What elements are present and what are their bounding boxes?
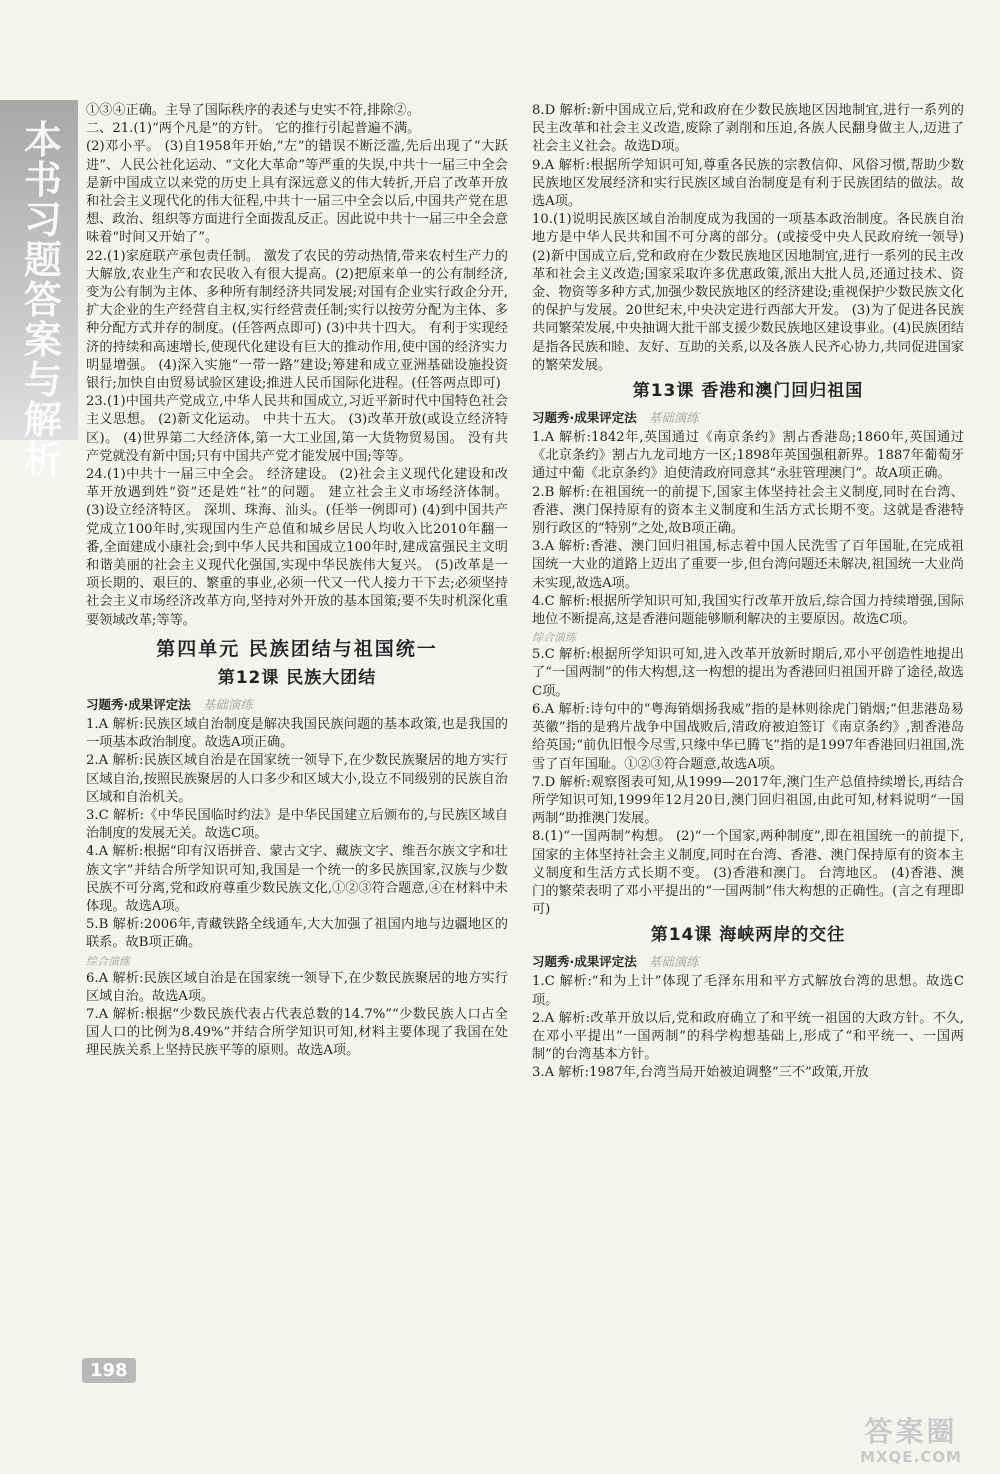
subsection-label: 综合演练 <box>86 954 130 968</box>
answer-paragraph: 7.D 解析:观察图表可知,从1999—2017年,澳门生产总值持续增长,再结合所学知识可知,1999年12月20日,澳门回归祖国,由此可知,材料说明“一国两制”助推澳门发展。 <box>532 774 964 827</box>
section-header <box>86 696 508 714</box>
answer-paragraph: 二、21.(1)“两个凡是”的方针。 它的推行引起普遍不满。 <box>86 121 421 137</box>
answer-paragraph: 24.(1)中共十一届三中全会。 经济建设。 (2)社会主义现代化建设和改革开放遇到姓“资”还是姓“社”的问题。 建立社会主义市场经济体制。 (3)设立经济特区。 深圳、珠海、汕头。(任举一例即可) (4)到中国共产党成立100年时,实现国内生产总值和城乡居民人均收入比2010年翻一番,全面建成小康社会;到中华人民共和国成立100年时,建成富强民主文明和谐美丽的社会主义现代化强国,实现中华民族伟大复兴。 (5)改革是一项长期的、艰巨的、繁重的事业,必须一代又一代人接力干下去;必须坚持社会主义市场经济改革方向,坚持对外开放的基本国策;要不失时机深化重要领域改革;等等。 <box>86 467 508 628</box>
lesson-title: 第12课 民族大团结 <box>217 667 377 688</box>
answer-paragraph: 7.A 解析:根据“少数民族代表占代表总数的14.7%”“少数民族人口占全国人口的比例为8.49%”并结合所学知识可知,材料主要体现了我国在处理民族关系上坚持民族平等的原则。故选A项。 <box>86 1006 508 1059</box>
answer-paragraph: 2.B 解析:在祖国统一的前提下,国家主体坚持社会主义制度,同时在台湾、香港、澳门保持原有的资本主义制度和生活方式长期不变。这就是香港特别行政区的“特别”之处,故B项正确。 <box>532 484 964 537</box>
section-header <box>532 953 964 971</box>
answer-paragraph: 1.C 解析:“和为上计”体现了毛泽东用和平方式解放台湾的思想。故选C项。 <box>532 974 964 1008</box>
watermark <box>836 1416 986 1466</box>
section-header <box>532 409 964 427</box>
answer-paragraph: 10.(1)说明民族区域自治制度成为我国的一项基本政治制度。各民族自治地方是中华人民共和国不可分离的部分。(或接受中央人民政府统一领导) (2)新中国成立后,党和政府在少数民族地区因地制宜,进行一系列的民主改革和社会主义改造;国家采取许多优惠政策,派出大批人员,还通过技术、资金、物资等多种方式,加强少数民族地区的经济建设;重视保护少数民族文化的保护与发展。20世纪末,中央决定进行西部大开发。 (3)为了促进各民族共同繁荣发展,中央抽调大批干部支援少数民族地区建设事业。(4)民族团结是指各民族和睦、友好、互助的关系,以及各族人民齐心协力,共同促进国家的繁荣发展。 <box>532 212 964 373</box>
answer-paragraph: ①③④正确。主导了国际秩序的表述与史实不符,排除②。 <box>86 103 420 118</box>
section-header-label: 习题秀·成果评定法 <box>532 954 637 970</box>
answer-paragraph: 9.A 解析:根据所学知识可知,尊重各民族的宗教信仰、风俗习惯,帮助少数民族地区发展经济和实行民族区域自治制度是有利于民族团结的做法。故选A项。 <box>532 157 964 210</box>
answer-paragraph: 4.C 解析:根据所学知识可知,我国实行改革开放后,综合国力持续增强,国际地位不断提高,这是香港问题能够顺利解决的主要原因。故选C项。 <box>532 593 964 628</box>
section-header-label: 习题秀·成果评定法 <box>532 410 637 426</box>
answer-paragraph: 6.A 解析:诗句中的“粤海销烟扬我威”指的是林则徐虎门销烟;“但悲港岛易英徽”指的是鸦片战争中国战败后,清政府被迫签订《南京条约》,割香港岛给英国;“前仇旧恨今尽雪,只缘中华已腾飞”指的是1997年香港回归祖国,洗雪了百年国耻。①②③符合题意,故选A项。 <box>532 701 964 772</box>
unit-title: 第四单元 民族团结与祖国统一 <box>156 637 438 660</box>
page-number: 198 <box>82 1358 136 1383</box>
answer-paragraph: 22.(1)家庭联产承包责任制。 激发了农民的劳动热情,带来农村生产力的大解放,农业生产和农民收入有很大提高。(2)把原来单一的公有制经济,变为公有制为主体、多种所有制经济共同发展;对国有企业实行政企分开,扩大企业的生产经营自主权,实行经营责任制;实行以按劳分配为主体、多种分配方式并存的制度。(任答两点即可) (3)中共十四大。 有利于实现经济的持续和高速增长,使现代化建设有巨大的推动作用,使中国的经济实力明显增强。 (4)深入实施“一带一路”建设;筹建和成立亚洲基础设施投资银行;加快自由贸易试验区建设;推进人民币国际化进程。(任答两点即可) <box>86 248 508 392</box>
answer-paragraph: 3.C 解析:《中华民国临时约法》是中华民国建立后颁布的,与民族区域自治制度的发展无关。故选C项。 <box>86 807 508 842</box>
section-header-tag: 基础演练 <box>648 410 699 426</box>
answer-paragraph: 3.A 解析:1987年,台湾当局开始被迫调整“三不”政策,开放 <box>532 1065 869 1081</box>
watermark-url: MXQE.COM <box>860 1448 962 1466</box>
answer-paragraph: 8.(1)“一国两制”构想。 (2)“一个国家,两种制度”,即在祖国统一的前提下,国家的主体坚持社会主义制度,同时在台湾、香港、澳门保持原有的资本主义制度和生活方式长期不变。 (3)香港和澳门。 台湾地区。 (4)香港、澳门的繁荣表明了邓小平提出的“一国两制”伟大构想的正确性。(言之有理即可) <box>532 829 964 918</box>
answer-paragraph: 2.A 解析:民族区域自治是在国家统一领导下,在少数民族聚居的地方实行区域自治,按照民族聚居的人口多少和区域大小,设立不同级别的民族自治区域和自治机关。 <box>86 753 508 805</box>
side-tab-title: 本书习题答案与解析 <box>23 118 62 482</box>
section-header-tag: 基础演练 <box>202 696 253 712</box>
answer-paragraph: (2)邓小平。 (3)自1958年开始,“左”的错误不断泛滥,先后出现了“大跃进”、人民公社化运动、“文化大革命”等严重的失误,中共十一届三中全会是新中国成立以来党的历史上具有深远意义的伟大转折,开启了改革开放和社会主义现代化的伟大征程,中共十一届三中全会以后,中国共产党在思想、政治、组织等方面进行全面拨乱反正。因此说中共十一届三中全会意味着“时间又开始了”。 <box>86 139 508 246</box>
section-header-tag: 基础演练 <box>648 954 699 970</box>
watermark-logo-text: 答案圈 <box>864 1415 958 1448</box>
section-header-label: 习题秀·成果评定法 <box>86 696 191 712</box>
lesson-title: 第13课 香港和澳门回归祖国 <box>632 381 864 402</box>
lesson-title: 第14课 海峡两岸的交往 <box>650 925 846 946</box>
right-column <box>532 102 964 1083</box>
answer-paragraph: 8.D 解析:新中国成立后,党和政府在少数民族地区因地制宜,进行一系列的民主改革和社会主义改造,废除了剥削和压迫,各族人民翻身做主人,迈进了社会主义社会。故选D项。 <box>532 103 964 155</box>
answer-paragraph: 1.A 解析:1842年,英国通过《南京条约》割占香港岛;1860年,英国通过《北京条约》割占九龙司地方一区;1898年英国强租新界。1887年葡萄牙通过中葡《北京条约》迫使清政府同意其“永驻管理澳门”。故A项正确。 <box>532 430 964 482</box>
answer-paragraph: 5.B 解析:2006年,青藏铁路全线通车,大大加强了祖国内地与边疆地区的联系。故B项正确。 <box>86 917 508 951</box>
answer-paragraph: 2.A 解析:改革开放以后,党和政府确立了和平统一祖国的大政方针。不久,在邓小平提出“一国两制”的科学构想基础上,形成了“和平统一、一国两制”的台湾基本方针。 <box>532 1010 964 1063</box>
answer-paragraph: 1.A 解析:民族区域自治制度是解决我国民族问题的基本政策,也是我国的一项基本政治制度。故选A项正确。 <box>86 716 508 751</box>
answer-paragraph: 23.(1)中国共产党成立,中华人民共和国成立,习近平新时代中国特色社会主义思想。 (2)新文化运动。 中共十五大。 (3)改革开放(或设立经济特区)。 (4)世界第二大经济体,第一大工业国,第一大货物贸易国。 没有共产党就没有新中国;只有中国共产党才能发展中国;等等。 <box>86 394 508 464</box>
answer-paragraph: 5.C 解析:根据所学知识可知,进入改革开放新时期后,邓小平创造性地提出了“一国两制”的伟大构想,这一构想的提出为香港回归祖国开辟了途径,故选C项。 <box>532 647 964 699</box>
subsection-label: 综合演练 <box>532 631 576 645</box>
answer-paragraph: 4.A 解析:根据“印有汉语拼音、蒙古文字、藏族文字、维吾尔族文字和壮族文字”并结合所学知识可知,我国是一个统一的多民族国家,汉族与少数民族不可分离,党和政府尊重少数民族文化,①②③符合题意,④在材料中未体现。故选A项。 <box>86 844 508 914</box>
answer-paragraph: 6.A 解析:民族区域自治是在国家统一领导下,在少数民族聚居的地方实行区域自治。故选A项。 <box>86 970 508 1004</box>
answer-paragraph: 3.A 解析:香港、澳门回归祖国,标志着中国人民洗雪了百年国耻,在完成祖国统一大业的道路上迈出了重要一步,但台湾问题还未解决,祖国统一大业尚未实现,故选A项。 <box>532 539 964 591</box>
left-column <box>86 102 508 1061</box>
